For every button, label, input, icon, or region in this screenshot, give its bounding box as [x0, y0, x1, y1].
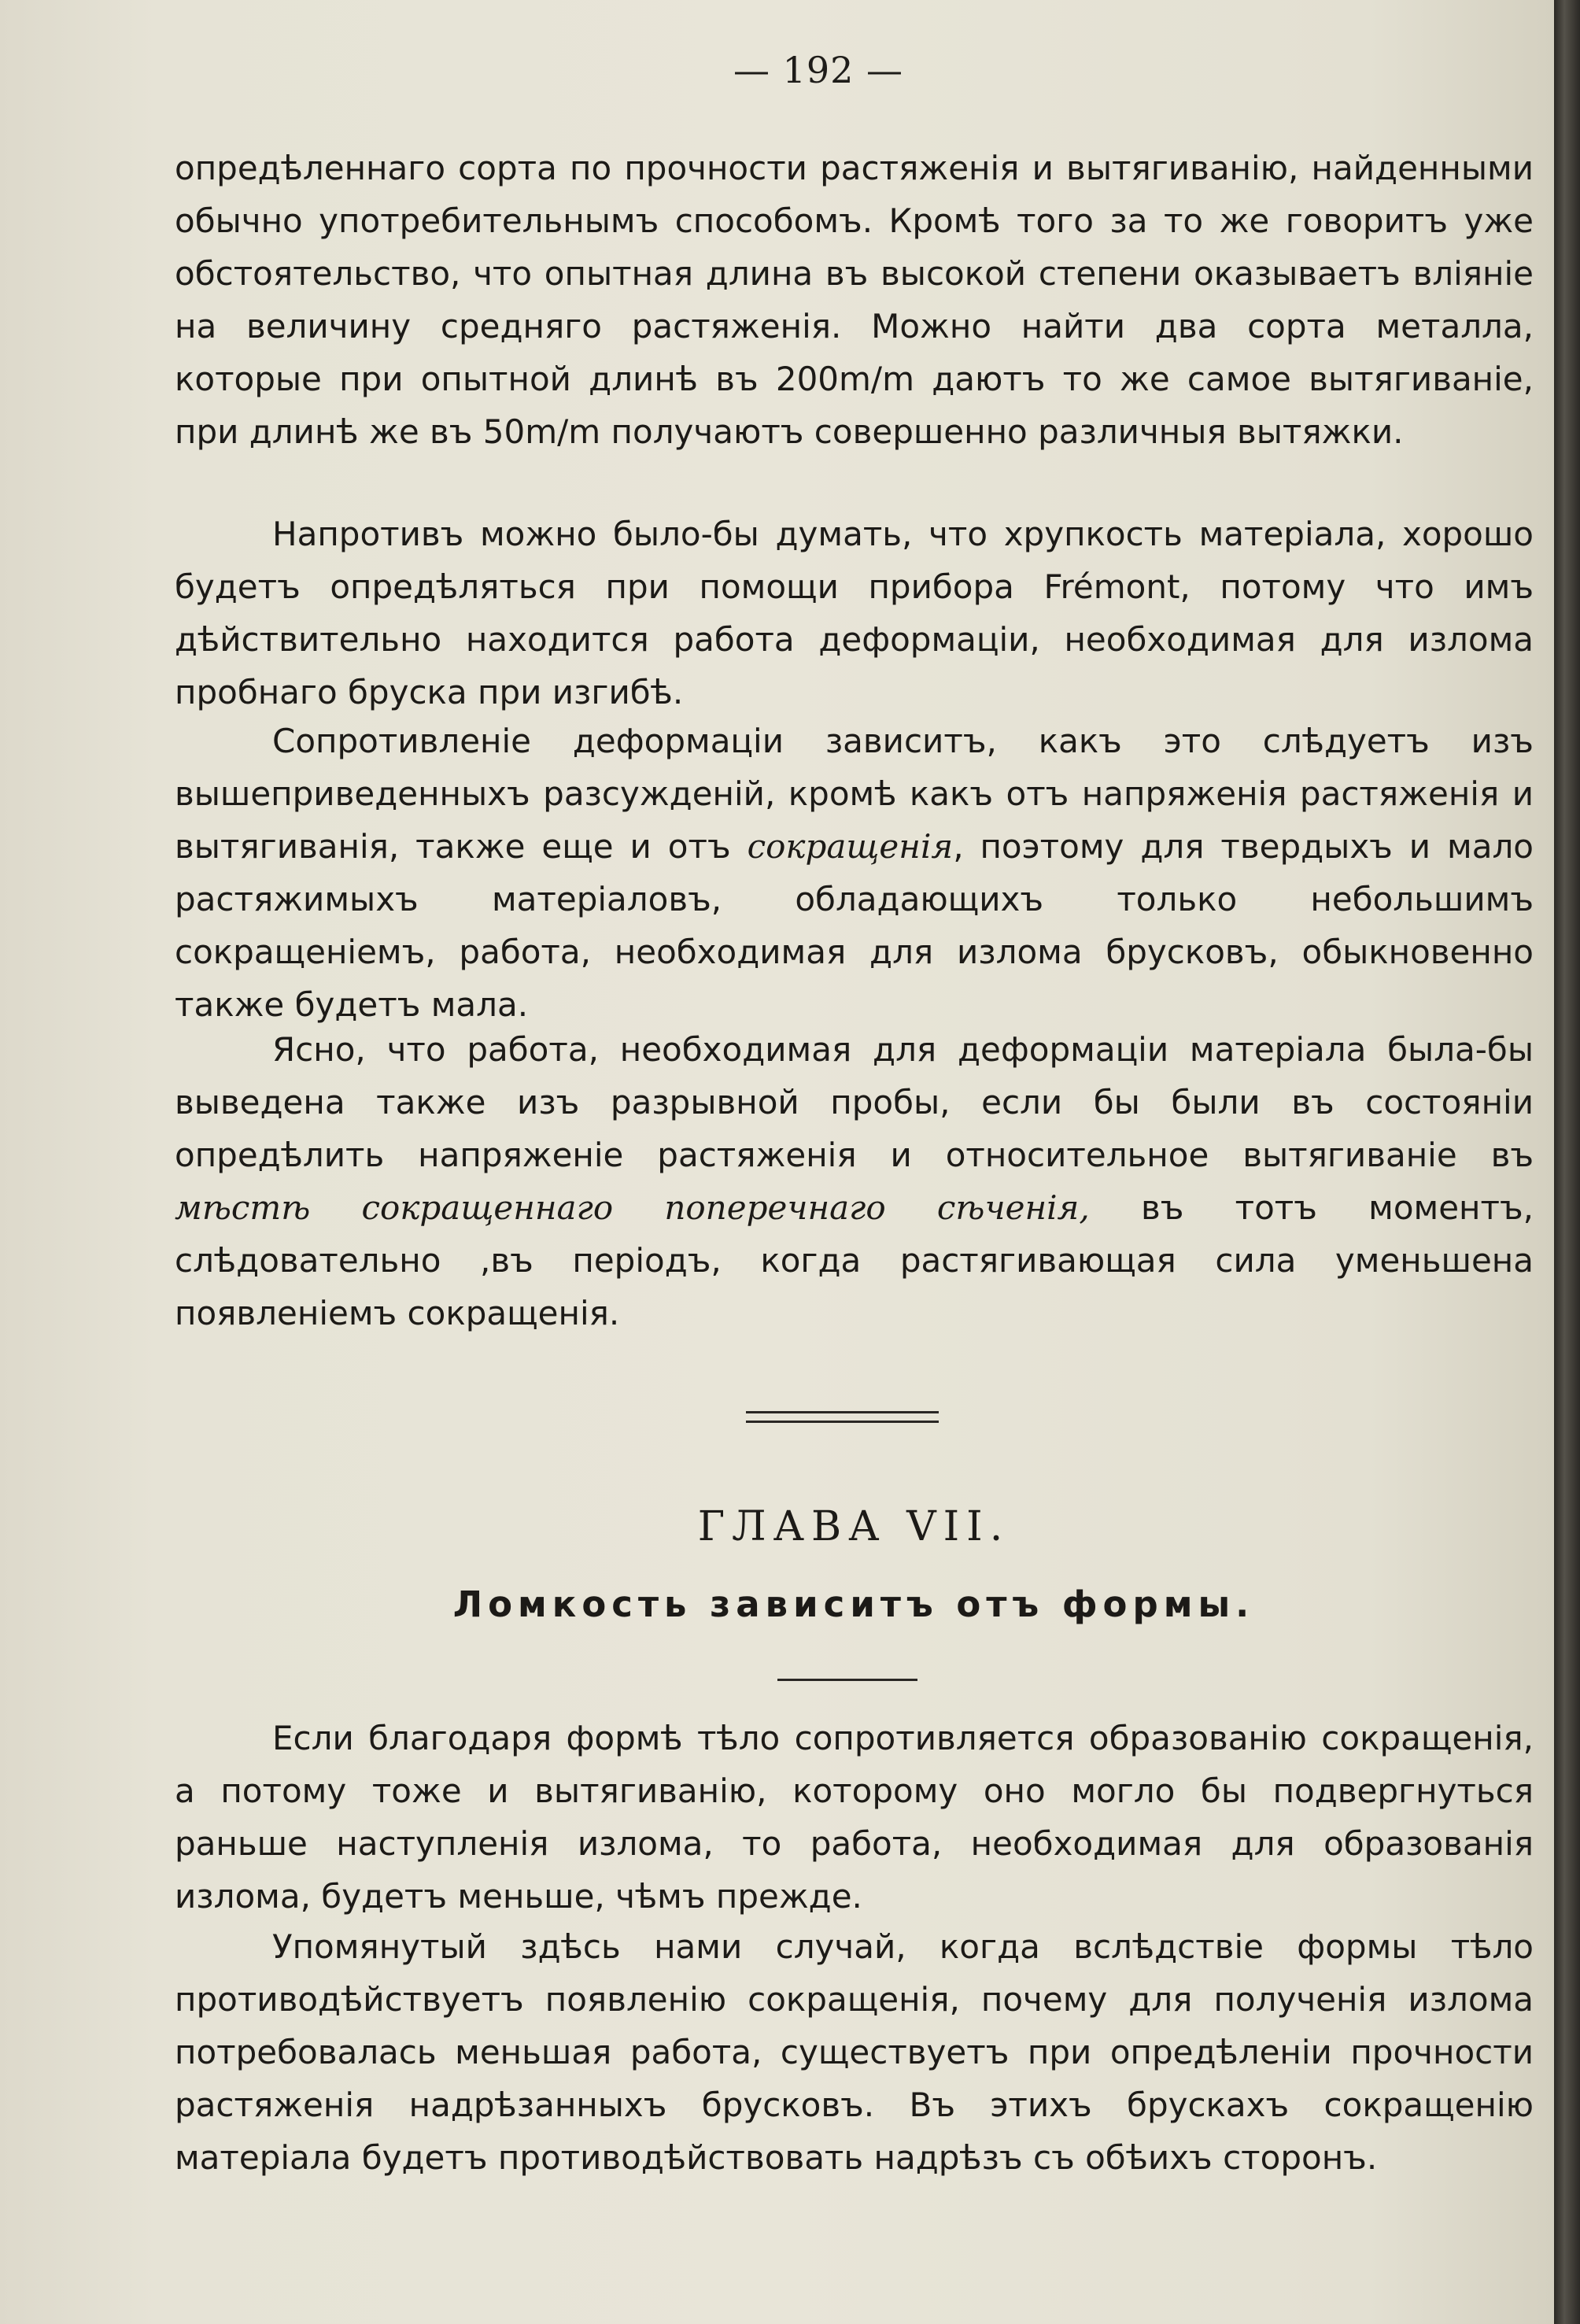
chapter-number: ГЛАВА VII. — [697, 1503, 1010, 1550]
chapter-title-underline-rule — [777, 1679, 917, 1681]
book-page-edge — [1554, 0, 1580, 2324]
paragraph-6 — [175, 1920, 1534, 2184]
paragraph-3-part-1: Сопротивленіе деформаціи зависитъ, какъ это слѣдуетъ изъ вышеприведенныхъ разсужденій, кромѣ какъ отъ напряженія растяженія и вытягиванія, также еще и отъ — [175, 722, 1534, 866]
paragraph-4 — [175, 1023, 1534, 1339]
paragraph-3-part-2: , поэтому для твердыхъ и мало растяжимыхъ матеріаловъ, обладающихъ только небольшимъ сокращеніемъ, работа, необходимая для излома брусковъ, обыкновенно также будетъ мала. — [175, 827, 1534, 1024]
paragraph-5-text: Если благодаря формѣ тѣло сопротивляется образованію сокращенія, а потому тоже и вытягиванію, которому оно могло бы подвергнуться раньше наступленія излома, то работа, необходимая для образованія излома, будетъ меньше, чѣмъ прежде. — [175, 1719, 1534, 1916]
paragraph-4-italic: мѣстѣ сокращеннаго поперечнаго сѣченія, — [175, 1188, 1090, 1227]
paragraph-3 — [175, 715, 1534, 1031]
chapter-title: Ломкость зависитъ отъ формы. — [452, 1583, 1255, 1625]
page-number: — 192 — — [733, 49, 904, 91]
paragraph-2-text: Напротивъ можно было-бы думать, что хрупкость матеріала, хорошо будетъ опредѣляться при помощи прибора Frémont, потому что имъ дѣйствительно находится работа деформаціи, необходимая для излома пробнаго бруска при изгибѣ. — [175, 515, 1534, 711]
paragraph-4-part-1: Ясно, что работа, необходимая для деформаціи матеріала была-бы выведена также изъ разрывной пробы, если бы были въ состояніи опредѣлить напряженіе растяженія и относительное вытягиваніе въ — [175, 1030, 1534, 1174]
paragraph-2 — [175, 508, 1534, 719]
paragraph-1-text: опредѣленнаго сорта по прочности растяженія и вытягиванію, найденными обычно употребительнымъ способомъ. Кромѣ того за то же говоритъ уже обстоятельство, что опытная длина въ высокой степени оказываетъ вліяніе на величину средняго растяженія. Можно найти два сорта металла, которые при опытной длинѣ въ 200m/m даютъ то же самое вытягиваніе, при длинѣ же въ 50m/m получаютъ совершенно различныя вытяжки. — [175, 149, 1534, 451]
paragraph-6-text: Упомянутый здѣсь нами случай, когда вслѣдствіе формы тѣло противодѣйствуетъ появленію сокращенія, почему для полученія излома потребовалась меньшая работа, существуетъ при опредѣленіи прочности растяженія надрѣзанныхъ брусковъ. Въ этихъ брускахъ сокращенію матеріала будетъ противодѣйствовать надрѣзъ съ обѣихъ сторонъ. — [175, 1927, 1534, 2177]
paragraph-4-part-2: въ тотъ моментъ, слѣдовательно ,въ періодъ, когда растягивающая сила уменьшена появленіемъ сокращенія. — [175, 1188, 1534, 1332]
paragraph-1 — [175, 142, 1534, 458]
paragraph-4-text — [175, 1023, 1534, 1339]
paragraph-3-text — [175, 715, 1534, 1031]
section-divider-double-rule — [746, 1411, 939, 1423]
paragraph-5 — [175, 1712, 1534, 1923]
paragraph-3-italic: сокращенія — [747, 827, 954, 866]
